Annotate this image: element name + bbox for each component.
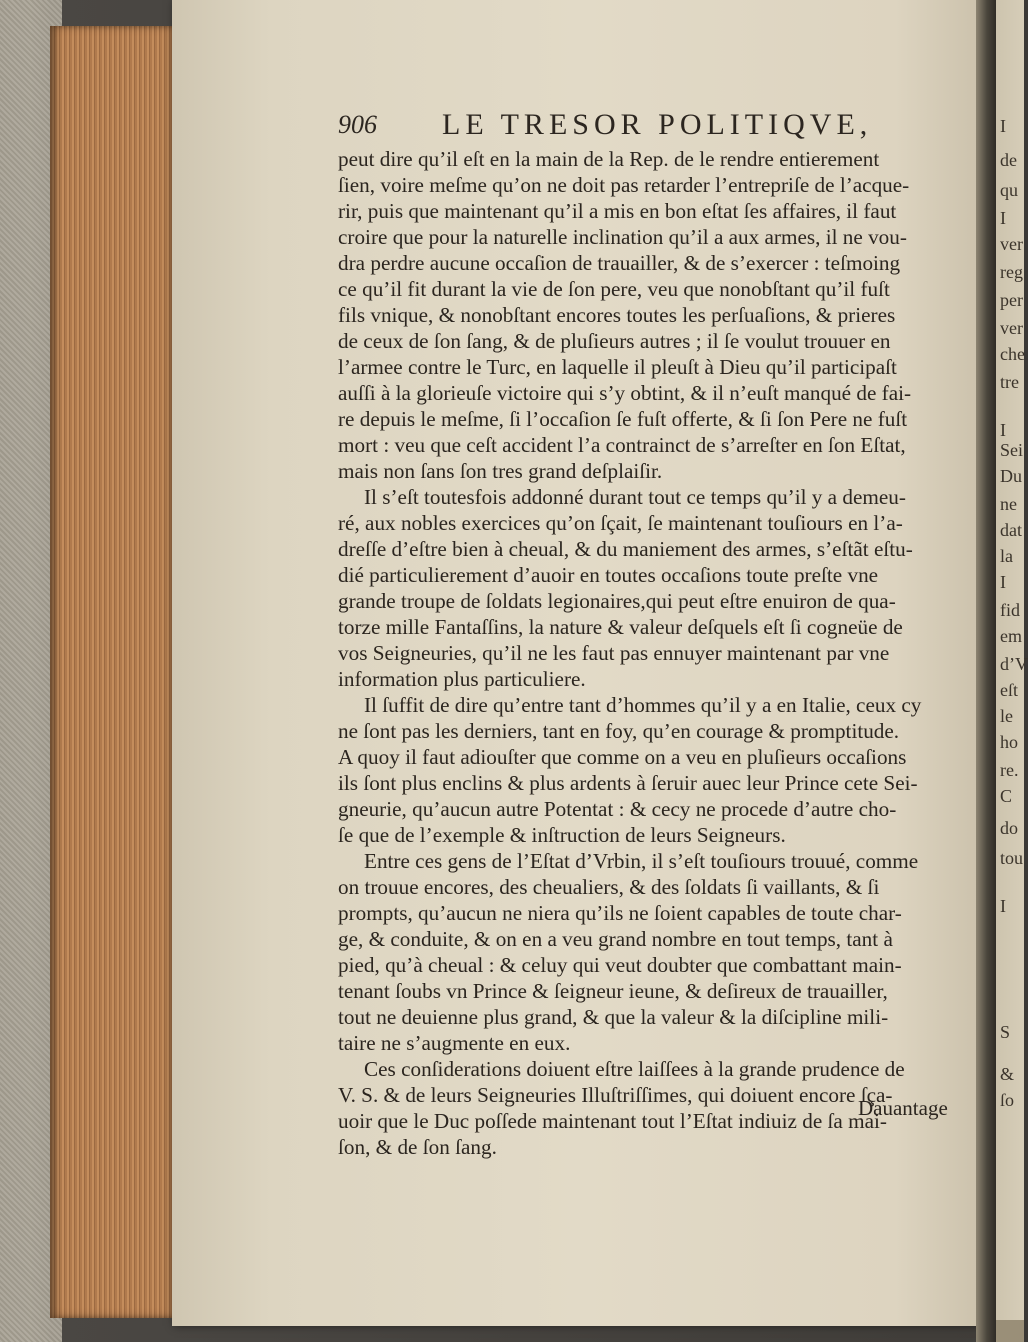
text-line: Il s’eſt toutesfois addonné durant tout ce temps qu’il y a demeu- [364,485,906,509]
adjacent-page-fragment: Du [1000,466,1022,486]
running-title: LE TRESOR POLITIQVE, [442,108,873,141]
text-line: ge, & conduite, & on en a veu grand nombre en tout temps, tant à [338,927,893,951]
adjacent-page-fragment: em [1000,626,1022,646]
text-line: ré, aux nobles exercices qu’on ſçait, ſe maintenant touſiours en l’a- [338,511,903,535]
page-header [338,106,978,146]
adjacent-page-fragment: S [1000,1022,1011,1042]
text-line: ſon, & de ſon ſang. [338,1135,497,1159]
adjacent-page-fragment: ſo [1000,1090,1015,1110]
adjacent-page-fragment: che [1000,344,1025,364]
text-line: Il ſuffit de dire qu’entre tant d’hommes qu’il y a en Italie, ceux cy [364,693,922,717]
text-line: A quoy il faut adiouſter que comme on a veu en pluſieurs occaſions [338,745,907,769]
adjacent-page-fragment: reg [1000,262,1023,282]
adjacent-page-fragment: I [1000,572,1006,592]
text-line: l’armee contre le Turc, en laquelle il pleuſt à Dieu qu’il participaſt [338,355,897,379]
adjacent-page-fragment: tre [1000,372,1019,392]
adjacent-page-fragment: fid [1000,600,1020,620]
text-line: Ces conſiderations doiuent eſtre laiſſees à la grande prudence de [364,1057,905,1081]
adjacent-page-fragment: ver [1000,234,1023,254]
adjacent-page-fragment: I [1000,896,1006,916]
text-line: information plus particuliere. [338,667,586,691]
adjacent-page-fragment: qu [1000,180,1018,200]
text-line: de ceux de ſon ſang, & de pluſieurs autres ; il ſe voulut trouuer en [338,329,891,353]
catchword: Dauantage [858,1096,948,1120]
text-line: dra perdre aucune occaſion de trauailler, & de s’exercer : teſmoing [338,251,901,275]
body-text [338,146,966,1160]
text-line: rir, puis que maintenant qu’il a mis en bon eſtat ſes affaires, il faut [338,199,897,223]
text-line: taire ne s’augmente en eux. [338,1031,571,1055]
page-corner [996,1320,1024,1342]
text-line: on trouue encores, des cheualiers, & des ſoldats ſi vaillants, & ſi [338,875,880,899]
text-line: mort : veu que ceſt accident l’a contrainct de s’arreſter en ſon Eſtat, [338,433,906,457]
adjacent-page-fragment: de [1000,150,1017,170]
text-line: torze mille Fantaſſins, la nature & valeur deſquels eſt ſi cogneüe de [338,615,903,639]
adjacent-page-fragment: & [1000,1064,1015,1084]
text-line: tout ne deuienne plus grand, & que la valeur & la diſcipline mili- [338,1005,889,1029]
text-line: peut dire qu’il eſt en la main de la Rep. de le rendre entierement [338,147,880,171]
text-line: dreſſe d’eſtre bien à cheual, & du maniement des armes, s’eſtãt eſtu- [338,537,913,561]
book-fore-edge [50,26,178,1318]
adjacent-page-fragment: le [1000,706,1013,726]
adjacent-page-fragment: ho [1000,732,1018,752]
text-line: vos Seigneuries, qu’il ne les faut pas ennuyer maintenant par vne [338,641,890,665]
text-line: dié particulierement d’auoir en toutes occaſions toute preſte vne [338,563,879,587]
text-line: gneurie, qu’aucun autre Potentat : & cecy ne procede d’autre cho- [338,797,897,821]
adjacent-page-fragment: tou [1000,848,1024,868]
text-line: croire que pour la naturelle inclination qu’il a aux armes, il ne vou- [338,225,907,249]
text-line: fils vnique, & nonobſtant encores toutes les perſuaſions, & prieres [338,303,896,327]
text-line: V. S. & de leurs Seigneuries Illuſtriſſimes, qui doiuent encore ſça- [338,1083,893,1107]
adjacent-page-fragment: I [1000,116,1006,136]
text-line: tenant ſoubs vn Prince & ſeigneur ieune, & deſireux de trauailler, [338,979,888,1003]
text-line: ſe que de l’exemple & inſtruction de leurs Seigneurs. [338,823,786,847]
adjacent-page-fragment: C [1000,786,1013,806]
text-line: uoir que le Duc poſſede maintenant tout l’Eſtat indiuiz de ſa mai- [338,1109,887,1133]
text-line: grande troupe de ſoldats legionaires,qui peut eſtre enuiron de qua- [338,589,896,613]
adjacent-page-fragment: la [1000,546,1013,566]
text-line: ils ſont plus enclins & plus ardents à ſeruir auec leur Prince cete Sei- [338,771,918,795]
text-line: mais non ſans ſon tres grand deſplaiſir. [338,459,663,483]
text-line: pied, qu’à cheual : & celuy qui veut doubter que combattant main- [338,953,902,977]
text-line: Entre ces gens de l’Eſtat d’Vrbin, il s’eſt touſiours trouué, comme [364,849,919,873]
book-gutter [976,0,998,1342]
text-line: ne ſont pas les derniers, tant en foy, qu’en courage & promptitude. [338,719,900,743]
page-number: 906 [338,110,377,139]
adjacent-page-fragment: eſt [1000,680,1018,700]
text-line: ce qu’il fit durant la vie de ſon pere, veu que nonobſtant qu’il fuſt [338,277,890,301]
adjacent-page-fragment: do [1000,818,1018,838]
adjacent-page-fragment: ver [1000,318,1023,338]
text-line: prompts, qu’aucun ne niera qu’ils ne ſoient capables de toute char- [338,901,902,925]
adjacent-page-fragment: per [1000,290,1023,310]
adjacent-page-fragment: ne [1000,494,1017,514]
adjacent-page-fragment: d’V [1000,654,1028,674]
adjacent-page-fragment: Sei [1000,440,1024,460]
text-line: auſſi à la glorieuſe victoire qui s’y obtint, & il n’euſt manqué de fai- [338,381,912,405]
adjacent-page-fragment: re. [1000,760,1019,780]
adjacent-page-fragment: I [1000,208,1006,228]
text-line: ſien, voire meſme qu’on ne doit pas retarder l’entrepriſe de l’acque- [338,173,910,197]
adjacent-page-fragment: dat [1000,520,1022,540]
adjacent-page-edge [996,0,1028,1342]
text-line: re depuis le meſme, ſi l’occaſion ſe fuſt offerte, & ſi ſon Pere ne fuſt [338,407,908,431]
adjacent-page-fragment: I [1000,420,1006,440]
